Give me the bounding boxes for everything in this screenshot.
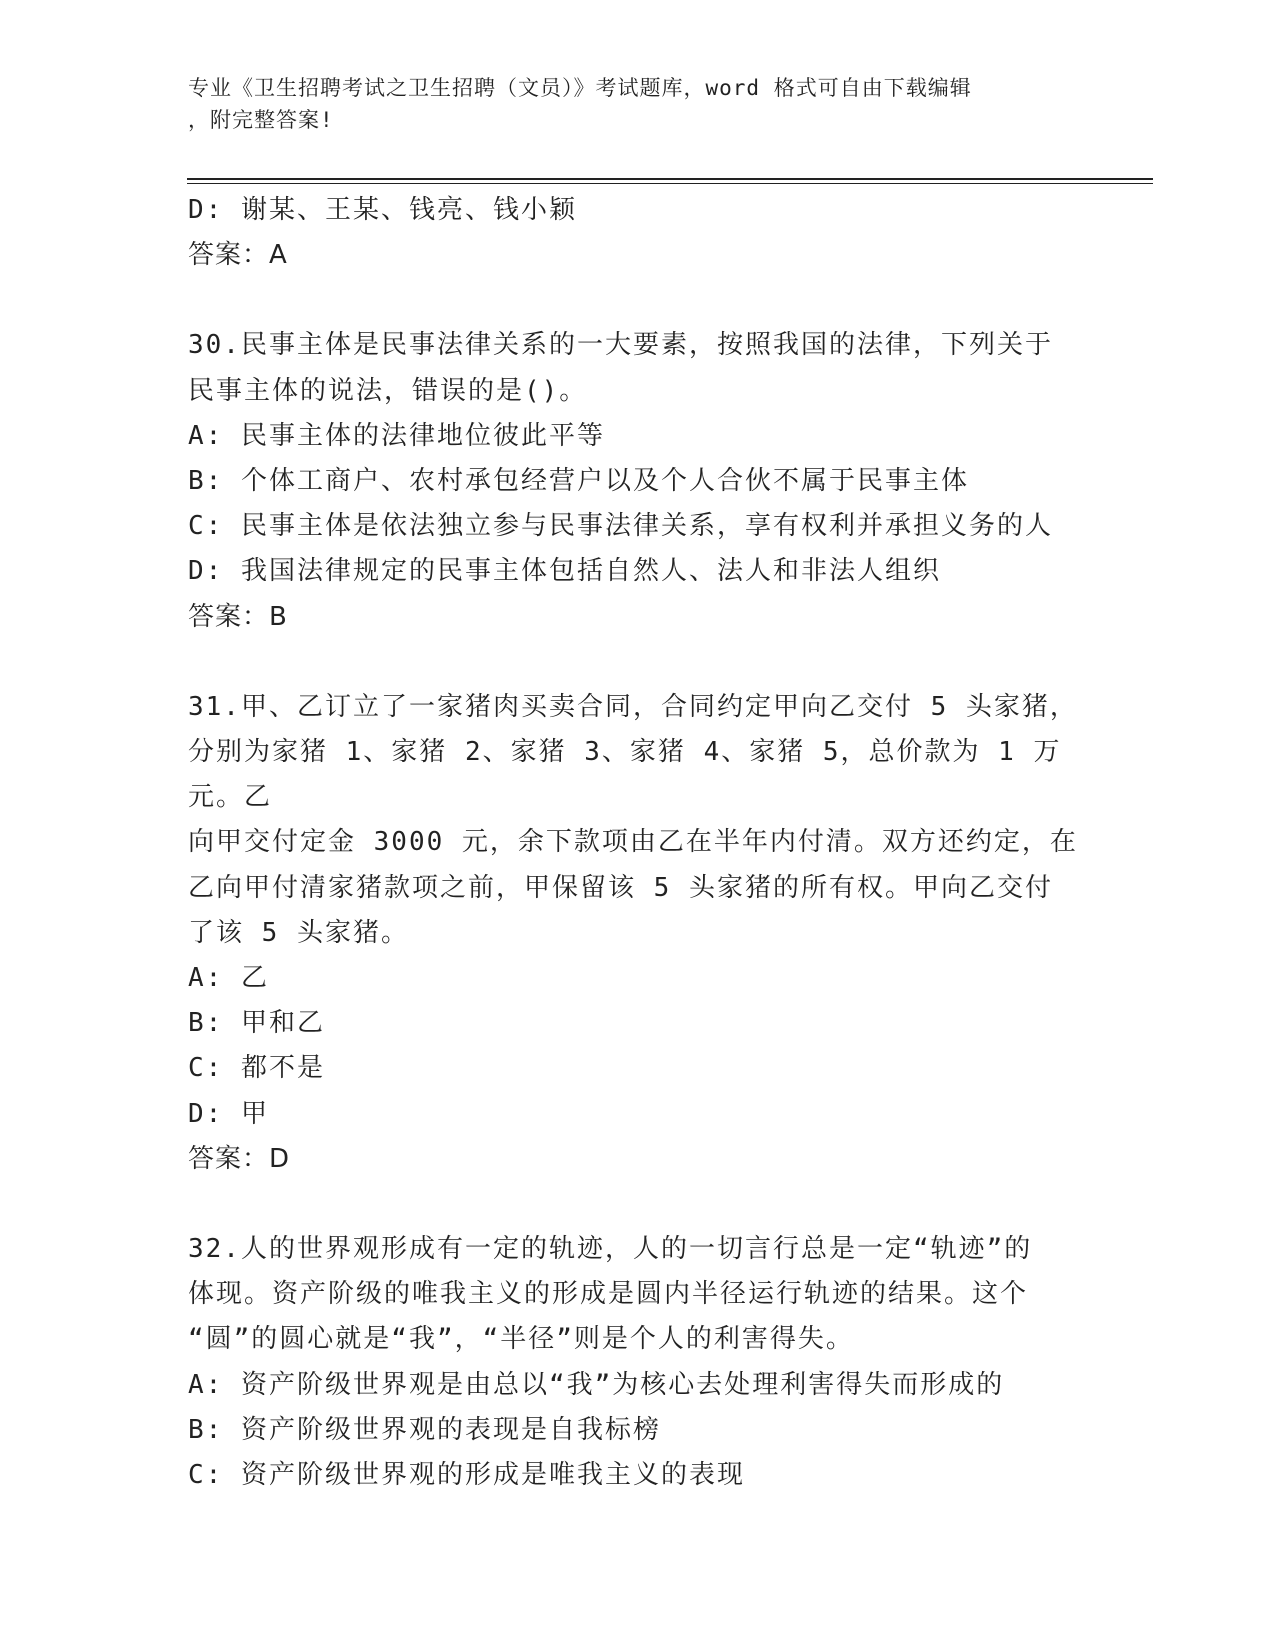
option-c: C: 民事主体是依法独立参与民事法律关系，享有权利并承担义务的人 bbox=[188, 511, 1053, 542]
question-stem: 体现。资产阶级的唯我主义的形成是圆内半径运行轨迹的结果。这个 bbox=[188, 1279, 1029, 1310]
answer-line: 答案：D bbox=[188, 1143, 291, 1174]
question-30 bbox=[188, 323, 1108, 639]
question-stem: 31.甲、乙订立了一家猪肉买卖合同，合同约定甲向乙交付 5 头家猪， bbox=[188, 691, 1078, 722]
page-header bbox=[188, 72, 1078, 136]
question-content bbox=[188, 188, 1108, 1498]
answer-line: 答案：B bbox=[188, 601, 288, 632]
header-line-1: 专业《卫生招聘考试之卫生招聘（文员）》考试题库，word 格式可自由下载编辑 bbox=[188, 76, 972, 100]
option-b: B: 资产阶级世界观的表现是自我标榜 bbox=[188, 1414, 661, 1445]
option-d: D: 谢某、王某、钱亮、钱小颖 bbox=[188, 195, 577, 225]
option-b: B: 个体工商户、农村承包经营户以及个人合伙不属于民事主体 bbox=[188, 466, 969, 497]
option-a: A: 资产阶级世界观是由总以“我”为核心去处理利害得失而形成的 bbox=[188, 1369, 1005, 1400]
question-stem: 30.民事主体是民事法律关系的一大要素，按照我国的法律，下列关于 bbox=[188, 330, 1053, 361]
option-b: B: 甲和乙 bbox=[188, 1008, 325, 1039]
question-stem: 向甲交付定金 3000 元，余下款项由乙在半年内付清。双方还约定，在 bbox=[188, 827, 1078, 858]
question-31 bbox=[188, 685, 1108, 1182]
previous-question-tail bbox=[188, 188, 1108, 278]
option-a: A: 乙 bbox=[188, 963, 269, 994]
question-stem: “圆”的圆心就是“我”，“半径”则是个人的利害得失。 bbox=[188, 1324, 854, 1355]
option-c: C: 都不是 bbox=[188, 1053, 325, 1084]
option-a: A: 民事主体的法律地位彼此平等 bbox=[188, 420, 605, 451]
question-stem: 32.人的世界观形成有一定的轨迹，人的一切言行总是一定“轨迹”的 bbox=[188, 1234, 1033, 1265]
header-divider-thick bbox=[187, 178, 1153, 180]
option-c: C: 资产阶级世界观的形成是唯我主义的表现 bbox=[188, 1460, 745, 1491]
question-stem: 民事主体的说法，错误的是()。 bbox=[188, 375, 588, 406]
option-d: D: 我国法律规定的民事主体包括自然人、法人和非法人组织 bbox=[188, 556, 941, 587]
question-stem: 分别为家猪 1、家猪 2、家猪 3、家猪 4、家猪 5，总价款为 1 万元。乙 bbox=[188, 737, 1062, 813]
question-32 bbox=[188, 1227, 1108, 1498]
question-stem: 乙向甲付清家猪款项之前，甲保留该 5 头家猪的所有权。甲向乙交付 bbox=[188, 872, 1053, 903]
question-stem: 了该 5 头家猪。 bbox=[188, 917, 409, 948]
header-line-2: ，附完整答案! bbox=[188, 108, 334, 132]
option-d: D: 甲 bbox=[188, 1098, 269, 1129]
header-divider-thin bbox=[187, 183, 1153, 184]
answer-line: 答案：A bbox=[188, 240, 288, 271]
